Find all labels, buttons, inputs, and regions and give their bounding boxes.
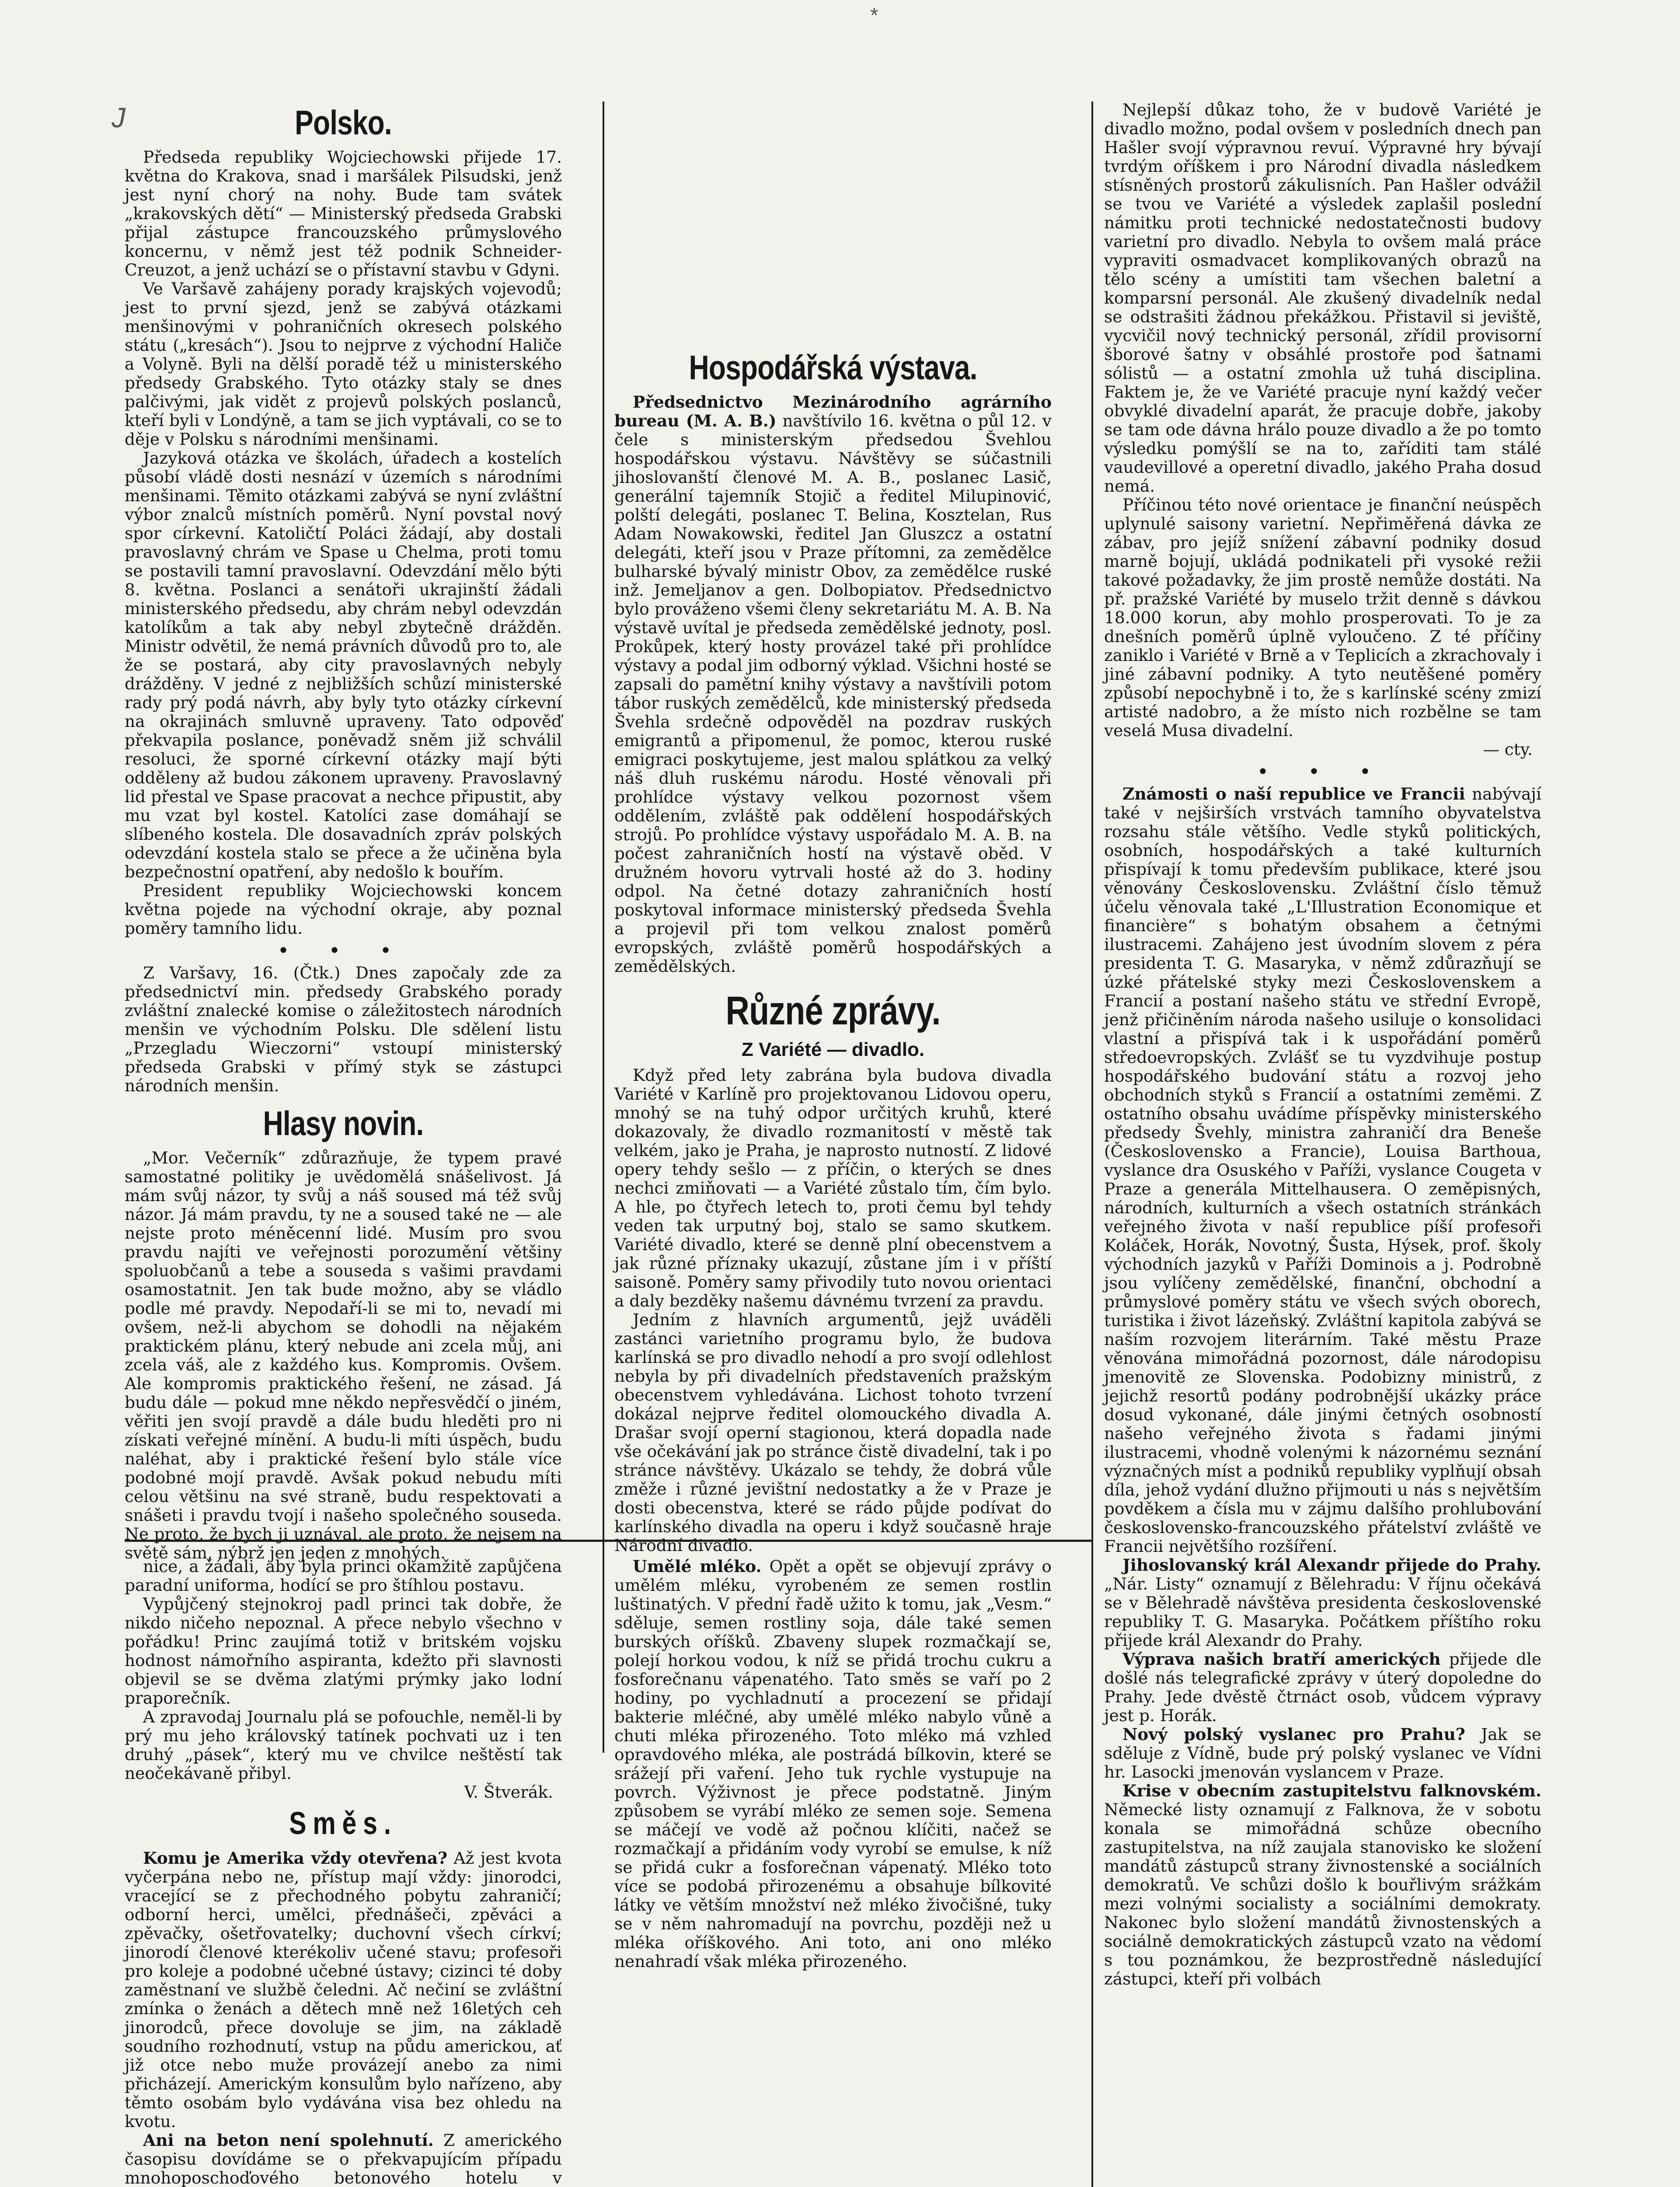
jihoslovansky-body: „Nár. Listy“ oznamují z Bělehradu: V říjnu očekává se v Bělehradě návštěva presidenta československé republiky T. G. Masaryka. Počátkem příštího roku přijede král Alexandr do Prahy. — [1104, 1574, 1541, 1650]
vyprava-head: Výprava našich bratří amerických — [1122, 1649, 1441, 1669]
corner-mark: J — [112, 102, 125, 133]
column-right — [1104, 101, 1541, 2187]
ruzne-signature: — cty. — [1483, 740, 1533, 759]
ruzne-subtitle: Z Variété — divadlo. — [741, 1039, 925, 1060]
amerika-body: Až jest kvota vyčerpána nebo ne, přístup mají vždy: jinorodci, vracející se z přechodného pobytu zahraničí; odborní herci, umělci, přednášeči, zpěváci a zpěvačky, ošetřovatelky; duchovní všech církví; jinorodí členové kterékoliv učené stavu; profesoři pro koleje a podobné učebné ústavy; cizinci té doby zaměstnaní ve službě čeledni. Ač nečiní se zvláštní zmínka o ženách a dětech mně než 16letých ceh jinorodců, přece dovoluje se jim, na základě soudního rozhodnutí, vstup na půdu americkou, ať již otce nebo muže provázejí anebo za nimi přicházejí. Americkým konsulům bylo nařízeno, aby těmto osobám bylo vydávána visa bez ohledu na kvotu. — [125, 1848, 562, 2131]
princ-paragraph-1: nice, a žádali, aby byla princi okamžitě zapůjčena paradní uniforma, hodící se pro štíhlou postavu. — [125, 1557, 562, 1595]
column-rule-1 — [603, 101, 604, 1753]
ruzne-paragraph-4: Příčinou této nové orientace je finanční neúspěch uplynulé saisony varietní. Nepřiměřená dávka ze zábav, pro jejíž snížení zábavní podniky dosud marně bojují, ukládá podnikateli při vysoké režii takové požadavky, že jim prostě nemůže dostáti. Na př. pražské Variété by muselo tržit denně s dávkou 18.000 korun, aby mohlo prosperovati. To je za dnešních poměrů úplně vyloučeno. Z té příčiny zaniklo i Variété v Brně a v Teplicích a zkrachovaly i jiné zábavní podniky. A tyto neutěšené poměry způsobí nepochybně i to, že s karlínské scény zmizí artisté nadobro, a že místo nich rozbělne se tam veselá Musa divadelní. — [1104, 495, 1541, 740]
hospodarska-title: Hospodářská výstava. — [689, 348, 977, 387]
polsko-title: Polsko. — [295, 103, 392, 142]
polsko-paragraph-1: Předseda republiky Wojciechowski přijede 17. května do Krakova, snad i maršálek Pilsudski, jenž jest nyní chorý na nohy. Bude tam svátek „krakovských dětí“ — Ministerský předseda Grabski přijal zástupce francouzského průmyslového koncernu, v němž jest též podnik Schneider-Creuzot, a jenž uchází se o přístavní stavbu v Gdyni. — [125, 147, 562, 279]
jihoslovansky-head: Jihoslovanský král Alexandr přijede do Prahy. — [1122, 1555, 1541, 1575]
column-middle — [614, 101, 1052, 1555]
top-mark: * — [870, 4, 878, 27]
ruzne-title: Různé zprávy. — [725, 989, 941, 1033]
column-left — [125, 101, 562, 1562]
ruzne-divider: • • • — [1257, 762, 1388, 781]
vyprava-body: přijede dle došlé nás telegrafické zprávy v úterý dopoledne do Prahy. Jede dvěstě čtrnáct osob, vůdcem výpravy jest p. Horák. — [1104, 1649, 1542, 1725]
princ-paragraph-3: A zpravodaj Journalu plá se pofouchle, neměl-li by prý mu jeho královský tatínek pochvati uz i ten druhý „pásek“, který mu ve chvilce neštěstí tak neočekávaně přibyl. — [125, 1707, 562, 1783]
mleko-body: Opět a opět se objevují zprávy o umělém mléku, vyrobeném ze semen rostlin luštinatých. V přední řadě užito k tomu, jak „Vesm.“ sděluje, semen rostliny soja, dále také semen burských oříšků. Zbaveny slupek rozmačkají se, polejí horkou vodou, k níž se přidá trochu cukru a fosforečnanu vápenatého. Tato směs se vaří po 2 hodiny, po vychladnutí a procezení se přidají bakterie mléčné, aby umělé mléko nabylo vůně a chuti mléka přirozeného. Toto mléko má vzhled opravdového mléka, ale postrádá bílkovin, které se srážejí při vaření. Jeho tuk rychle vystupuje na povrch. Výživnost je přece podstatně. Jiným způsobem se vyrábí mléko ze semen soje. Semena se máčejí ve vodě až počnou klíčiti, načež se rozmačkají a přidáním vody vyrobí se emulse, k níž se přidá cukr a fosforečnan vápenatý. Mléko toto více se podobá přirozenému a obsahuje bílkovité látky ve větším množství než mléko živočišné, tuky se v něm nahromadují na povrchu, později než u mléka oříškového. Ani toto, ani ono mléko nenahradí však mléka přirozeného. — [614, 1557, 1052, 1971]
smes-title: Směs. — [289, 1806, 397, 1841]
hospodarska-body: navštívilo 16. května o půl 12. v čele s ministerským předsedou Švehlou hospodářskou výstavu. Návštěvy se súčastnili jihoslovanští členové M. A. B., poslanec Lasič, generální tajemník Stojič a ředitel Milupinović, polští delegáti, poslanec T. Belina, Kosztelan, Rus Adam Nowakowski, ředitel Jan Gluszcz a ostatní delegáti, kteří jsou v Praze přítomni, za zemědělce bulharské bývalý ministr Obov, za zemědělce ruské inž. Jemeljanov a gen. Dolbopiatov. Předsednictvo bylo prováženo všemi členy sekretariátu M. A. B. Na výstavě uvítal je předseda zemědělské jednoty, posl. Prokůpek, který hosty provázel také při prohlídce výstavy a podal jim odborný výklad. Všichni hosté se zapsali do pamětní knihy výstavy a navštívili potom tábor ruských zemědělců, kde ministerský předseda Švehla srdečně odpověděl na pozdrav ruských emigrantů a připomenul, že pomoc, kterou ruské emigraci poskytujeme, jest malou splátkou za velký náš dluh ruskému národu. Hosté věnovali při prohlídce výstavy velkou pozornost všem oddělením, zvláště pak oddělení hospodářských strojů. Po prohlídce výstavy uspořádalo M. A. B. na počest zahraničních hostí na výstavě oběd. V družném hovoru vytrvali hosté až do 3. hodiny odpol. Na četné dotazy zahraničních hostí poskytoval informace ministerský předseda Švehla a projevil při tom velkou znalost poměrů evropských, zvláště poměrů hospodářských a zemědělských. — [614, 411, 1052, 976]
vyslanec-body: Jak se sděluje z Vídně, bude prý polský vyslanec ve Vídni hr. Lasocki jmenován vyslancem v Praze. — [1104, 1725, 1541, 1782]
vyslanec-head: Nový polský vyslanec pro Prahu? — [1122, 1725, 1465, 1744]
polsko-paragraph-3: Jazyková otázka ve školách, úřadech a kostelích působí vládě dosti nesnází v územích s národními menšinami. Těmito otázkami zabývá se nyní zvláštní výbor znalců místních poměrů. Nyní povstal nový spor církevní. Katoličtí Poláci žádají, aby dostali pravoslavný chrám ve Spase u Chelma, proti tomu se postavili tamní pravoslavní. Odevzdání mělo býti 8. května. Poslanci a senátoři ukrajinští žádali ministerského předsedu, aby chrám nebyl odevzdán katolíkům a tak aby nebyl zbytečně drážděn. Ministr odvětil, že nemá právních důvodů pro to, ale že se postará, aby city pravoslavných nebyly drážděny. V jedné z nejbližších schůzí ministerské rady prý podá návrh, aby byly tyto otázky církevní na okrajinách smluvně upraveny. Tato odpověď překvapila poslance, poněvadž sněm již schválil resoluci, že sporné církevní otázky mají býti odděleny až budou zákonem upraveny. Pravoslavný lid přestal ve Spase pracovat a nechce připustit, aby mu vzat byl kostel. Katolíci zase domáhají se slíbeného kostela. Dle dosavadních zpráv polských odevzdání kostela stalo se přece a že učiněna byla bezpečnostní opatření, aby nedošlo k bouřím. — [125, 448, 562, 881]
beton-body: Z amerického časopisu dovídáme se o překvapujícím případu mnohoposchoďového betonového hotelu v — [125, 2131, 562, 2187]
hospodarska-lead: Předsednictvo Mezinárodního agrárního bureau (M. A. B.) — [614, 392, 1052, 430]
polsko-paragraph-4: President republiky Wojciechowski koncem května pojede na východní okraje, aby poznal poměry tamního lidu. — [125, 881, 562, 938]
beton-head: Ani na beton není spolehnutí. — [143, 2131, 434, 2150]
princ-paragraph-2: Vypůjčený stejnokroj padl princi tak dobře, že nikdo ničeho nepoznal. A přece nebylo všechno v pořádku! Princ zaujímá totiž v britském vojsku hodnost námořního aspiranta, kdežto při slavnosti objevil se se dvěma zlatými prýmky jako lodní praporečník. — [125, 1594, 562, 1708]
polsko-paragraph-2: Ve Varšavě zahájeny porady krajských vojevodů; jest to první sjezd, jenž se zabývá otázkami menšinovými v pohraničních okresech polského státu („kresách“). Jsou to nejprve z východní Haliče a Volyně. Byli na dělší poradě též u ministerského předsedy Grabského. Tyto otázky staly se dnes palčivými, jak vidět z projevů polských poslanců, kteří byli v Londýně, a tam se jich vyptávali, co se to děje v Polsku s národními menšinami. — [125, 279, 562, 449]
mleko-head: Umělé mléko. — [633, 1557, 762, 1576]
princ-signature: V. Štverák. — [464, 1782, 553, 1802]
znamosti-head: Známosti o naší republice ve Francii — [1122, 784, 1465, 804]
hlasy-paragraph: „Mor. Večerník“ zdůrazňuje, že typem pravé samostatné politiky je uvědomělá snášelivost. Já mám svůj názor, ty svůj a náš soused má též svůj názor. Já mám pravdu, ty ne a soused také ne — ale nejste proto méněcenní lidé. Musím pro svou pravdu najíti ve veřejnosti porozumění většiny spoluobčanů a tebe a souseda s vašimi pravdami osamostatnit. Jen tak bude možno, aby se vládlo podle mé pravdy. Nepodaří-li se mi to, nevadí mi ovšem, než-li abychom se dohodli na nějakém praktickém plánu, který nebude ani zcela můj, ani zcela váš, ale z každého kus. Kompromis. Ovšem. Ale kompromis praktického řešení, ne zásad. Já budu dále — pokud mne někdo nepřesvědčí o jiném, věřiti jen svojí pravdě a dále budu hleděti pro ni získati veřejné mínění. A budu-li míti úspěch, budu naléhat, aby i praktické řešení bylo stále více podobné mojí pravdě. Avšak pokud nebudu míti celou většinu na své straně, budu respektovati a snášeti i pravdu tvojí i našeho společného souseda. Ne proto, že bych ji uznával, ale proto, že nejsem na světě sám, nýbrž jen jeden z mnohých. — [125, 1148, 562, 1562]
column-rule-2 — [1091, 101, 1093, 2187]
hlasy-title: Hlasy novin. — [263, 1104, 424, 1142]
lower-left-block — [125, 1557, 562, 2187]
ruzne-paragraph-2: Jedním z hlavních argumentů, jejž uváděli zastánci varietního programu bylo, že budova karlínská se pro divadlo nehodí a pro svojí odlehlost nebyla by při divadelních představeních pražským obecenstvem vyhledávána. Lichost tohoto tvrzení dokázal nejprve ředitel olomouckého divadla A. Drašar svojí operní stagionou, která dopadla nade vše očekávání jak po stránce čistě divadelní, tak i po stránce návštěvy. Ukázalo se tehdy, že dobrá vůle změže i různé jevištní nedostatky a že v Praze je dosti obecenstva, které se rádo půjde podívat do karlínského divadla na operu i když současně hraje Národní divadlo. — [614, 1310, 1052, 1555]
ruzne-paragraph-1: Když před lety zabrána byla budova divadla Variété v Karlíně pro projektovanou Lidovou operu, mnohý se na tuhý odpor určitých kruhů, které dokazovaly, že divadlo rozmanitostí v městě tak velkém, jako je Praha, je naprosto nutností. Z lidové opery tehdy sešlo — z příčin, o kterých se dnes nechci zmiňovati — a Variété zůstalo tím, čím bylo. A hle, po čtyřech letech to, proti čemu byl tehdy veden tak urputný boj, stalo se samo skutkem. Variété divadlo, které se denně plní obecenstvem a jak různé příznaky ukazují, zůstane jím i v příští saisoně. Poměry samy přivodily tuto novou orientaci a daly bezděky našemu dávnému tvrzení za pravdu. — [614, 1066, 1052, 1310]
amerika-head: Komu je Amerika vždy otevřena? — [143, 1848, 448, 1868]
hlasy-continuation-space — [614, 101, 1052, 346]
polsko-divider: • • • — [278, 941, 409, 960]
znamosti-body: nabývají také v nejširších vrstvách tamního obyvatelstva rozsahu stále většího. Vedle styků politických, osobních, hospodářských a také kulturních přispívají k tomu především publikace, které jsou věnovány Československu. Zvláštní číslo těmuž účelu věnovala také „L'Illustration Economique et financière“ s bohatým obsahem a četnými ilustracemi. Zahájeno jest úvodním slovem z péra presidenta T. G. Masaryka, v němž zdůrazňují se úzké přátelské styky mezi Československem a Francií a postaní našeho státu ve střední Evropě, jenž přičiněním národa našeho usiluje o konsolidaci vlastní a přispívá tak i k uspořádání poměrů středoevropských. Zvlášť se tu vyzdvihuje postup hospodářského budování státu a rozvoj jeho obchodních styků s Francií a ostatními zeměmi. Z ostatního obsahu uvádíme příspěvky ministerského předsedy Švehly, ministra zahraničí dra Beneše (Československo a Francie), Louisa Barthoua, vyslance dra Osuského v Paříži, vyslance Cougeta v Praze a generála Mittelhausera. O zeměpisných, národních, kulturních a všech ostatních stránkách veřejného života v naší republice píší profesoři Koláček, Horák, Novotný, Šusta, Hýsek, prof. školy východních jazyků v Paříži Dominois a j. Podrobně jsou vylíčeny zemědělské, finanční, obchodní a průmyslové poměry státu ve všech svých oborech, turistika i život lázeňský. Zvláštní kapitola zabývá se naším rozvojem literárním. Také městu Praze věnována mimořádná pozornost, dále národopisu jmenovitě ze Slovenska. Podobizny ministrů, z jejichž resortů podány podrobnější ukázky práce dosud vykonané, dále jinými četných osobností našeho veřejného života s řadami jinými ilustracemi, vhodně volenými k názornému seznání význačných míst a podniků republiky vyplňují obsah díla, jehož vydání dlužno přijmouti u nás s největším povděkem a čísla mu v zájmu dalšího prohlubování československo-francouzského přátelství zvláště ve Francii největšího rozšíření. — [1104, 784, 1542, 1556]
ruzne-paragraph-3: Nejlepší důkaz toho, že v budově Variété je divadlo možno, podal ovšem v posledních dnech pan Hašler svojí výpravnou revuí. Výpravné hry bývají tvrdým oříškem i pro Národní divadla následkem stísněných prostorů zákulisních. Pan Hašler odvážil se tvou ve Variété a výsledek zaplašil poslední námitku proti technické nedostatečnosti budovy varietní pro divadlo. Nebyla to ovšem malá práce vypraviti osmadvacet komplikovaných obrazů na tělo scény a umístiti tam všechen baletní a komparsní personál. Ale zkušený divadelník nedal se odstrašiti žádnou překážkou. Přistavil si jeviště, vycvičil nový technický personál, zřídil provisorní šborové šatny v obsáhlé prostoře pod šatnami sólistů — a ostatní zmohla už tuhá disciplina. Faktem je, že ve Variété pracuje nyní každý večer obvyklé divadelní aparát, že pracuje dobře, jakoby se tam ode dávna hrálo pouze divadlo a že po tomto výsledku pomýšlí se na to, zaříditi tam stálé vaudevillové a operetní divadlo, jakého Praha dosud nemá. — [1104, 100, 1541, 496]
polsko-paragraph-5: Z Varšavy, 16. (Čtk.) Dnes započaly zde za předsednictví min. předsedy Grabského porady zvláštní znalecké komise o záležitostech národních menšin ve východním Polsku. Dle sdělení listu „Przegladu Wieczorni“ vstoupí ministerský předseda Grabski v přímý styk se zástupci národních menšin. — [125, 963, 562, 1095]
lower-middle-block — [614, 1557, 1052, 2187]
krise-body: Německé listy oznamují z Falknova, že v sobotu konala se mimořádná schůze obecního zastupitelstva, na níž zaujala stanovisko ke složení mandátů zástupců strany živnostenské a sociálních demokratů. Ve schůzi došlo k bouřlivým srážkám mezi volnými socialisty a sociálními demokraty. Nakonec bylo složení mandátů živnostenských a sociálně demokratických zástupců vzato na vědomí s tou poznámkou, že bezprostředně následující zástupci, kteří při volbách — [1104, 1800, 1541, 1988]
krise-head: Krise v obecním zastupitelstvu falknovském. — [1122, 1781, 1541, 1800]
